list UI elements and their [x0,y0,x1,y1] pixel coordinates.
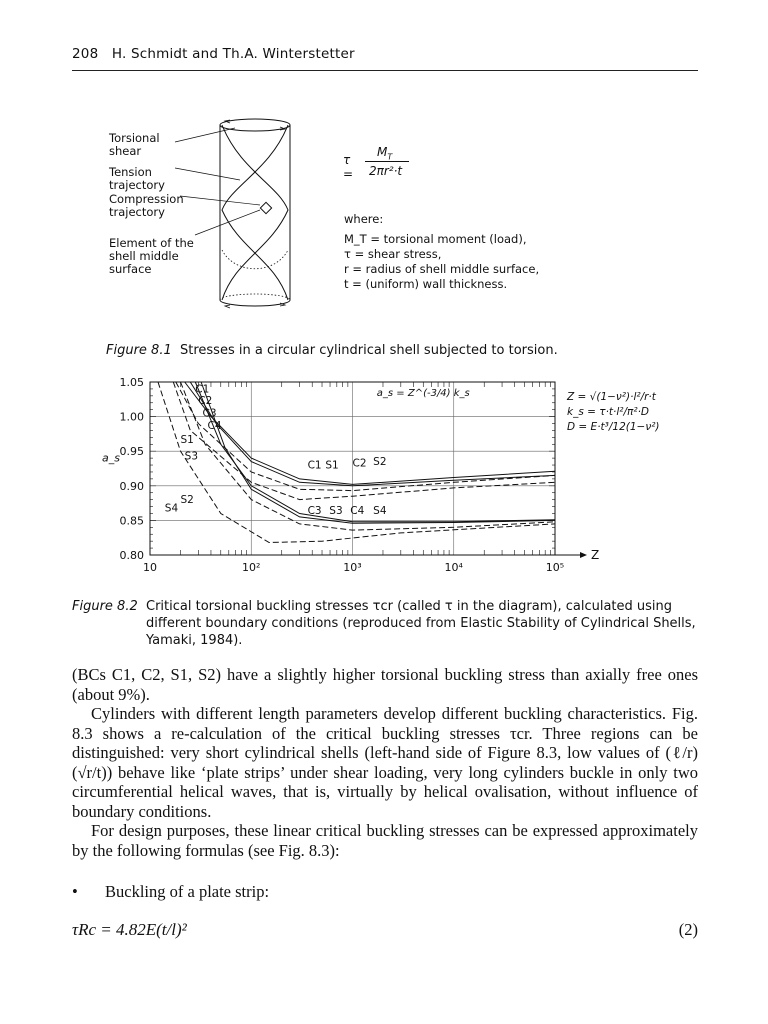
buckling-chart [100,372,720,582]
y-tick-label: 1.00 [119,410,144,424]
equation-number: (2) [678,919,698,939]
paragraph: Cylinders with different length parameters develop different buckling characteristics. Fig. 8.3 shows a re-calculation of the critical buckling stresses τcr. Three regions can be distinguished: very short cylindrical shells (left-hand side of Figure 8.3, low values of (ℓ/r)(√r/t)) behave like ‘plate strips’ under shear loading, very long cylinders buckle in only two circumferential helical waves, that is, virtually by helical ovalisation, without influence of boundary conditions. [72,704,698,821]
series-s3 [181,382,556,530]
series-c1 [185,382,555,484]
y-axis-label: a_s [102,451,120,465]
bullet-item: • Buckling of a plate strip: [72,882,270,901]
authors: H. Schmidt and Th.A. Winterstetter [111,46,355,62]
label-torsional-shear: Torsional shear [109,131,160,158]
where-line: r = radius of shell middle surface, [344,262,540,276]
curve-label-s3: S3 [329,505,343,518]
series-c3 [195,382,555,522]
curve-label-s2: S2 [373,456,387,469]
curve-label-s2: S2 [180,494,194,507]
curve-label-c4: C4 [207,420,222,433]
curve-label-c4: C4 [350,505,365,518]
y-tick-label: 0.80 [119,549,144,562]
x-tick-label: 10 [143,561,157,574]
curve-label-s3: S3 [184,450,199,463]
where-line: M_T = torsional moment (load), [344,232,527,246]
x-axis-arrowhead [580,552,587,558]
y-tick-label: 0.85 [119,514,144,528]
where-line: τ = shear stress, [344,247,442,261]
where-line: t = (uniform) wall thickness. [344,277,508,291]
x-tick-label: 10³ [343,561,362,574]
curve-label-c3: C3 [202,407,217,420]
figure-caption: Figure 8.2 Critical torsional buckling stresses τcr (called τ in the diagram), calculated using different boundary conditions (reproduced from Elastic Stability of Cylindrical Shells, Yamaki, 1984). [72,599,696,648]
x-axis-label: Z [591,548,600,562]
label-tension-trajectory: Tension trajectory [109,165,165,192]
y-tick-label: 1.05 [119,376,144,389]
running-head [72,46,355,62]
label-compression-trajectory: Compression trajectory [109,192,184,219]
header-rule [72,70,698,71]
series-c4 [201,382,555,523]
series-s2 [173,382,555,500]
figure-caption: Figure 8.1 Stresses in a circular cylindrical shell subjected to torsion. [106,343,558,358]
curve-label-c1: C1 [307,459,322,472]
curve-label-s1: S1 [325,459,339,472]
curve-label-s4: S4 [164,502,179,515]
x-tick-label: 10⁴ [444,561,463,574]
y-tick-label: 0.95 [119,445,144,459]
equation-row [72,920,698,960]
y-tick-label: 0.90 [119,479,144,493]
body-text [72,665,698,960]
paragraph: For design purposes, these linear critical buckling stresses can be expressed approximately by the following formulas (see Fig. 8.3): [72,821,698,860]
legend-line: Z = √(1−ν²)·l²/r·t [567,391,656,403]
curve-label-c2: C2 [198,395,213,408]
where-title: where: [344,212,384,226]
curve-label-c2: C2 [352,457,367,470]
paragraph: (BCs C1, C2, S1, S2) have a slightly higher torsional buckling stress than axially free ones (about 9%). [72,665,698,704]
curve-label-s4: S4 [373,505,387,518]
label-element: Element of the shell middle surface [109,236,194,276]
curve-label-c1: C1 [195,383,210,396]
x-tick-label: 10² [242,561,261,574]
series-c2 [190,382,555,486]
page-number: 208 [72,46,99,62]
x-tick-label: 10⁵ [545,561,565,574]
curve-label-c3: C3 [307,505,322,518]
equation: τRc = 4.82E(t/l)² [72,919,187,939]
chart-annotation: a_s = Z^(-3/4) k_s [376,387,470,399]
legend-line: k_s = τ·t·l²/π²·D [567,406,650,418]
curve-label-s1: S1 [180,433,194,446]
legend-line: D = E·t³/12(1−ν²) [567,421,660,433]
